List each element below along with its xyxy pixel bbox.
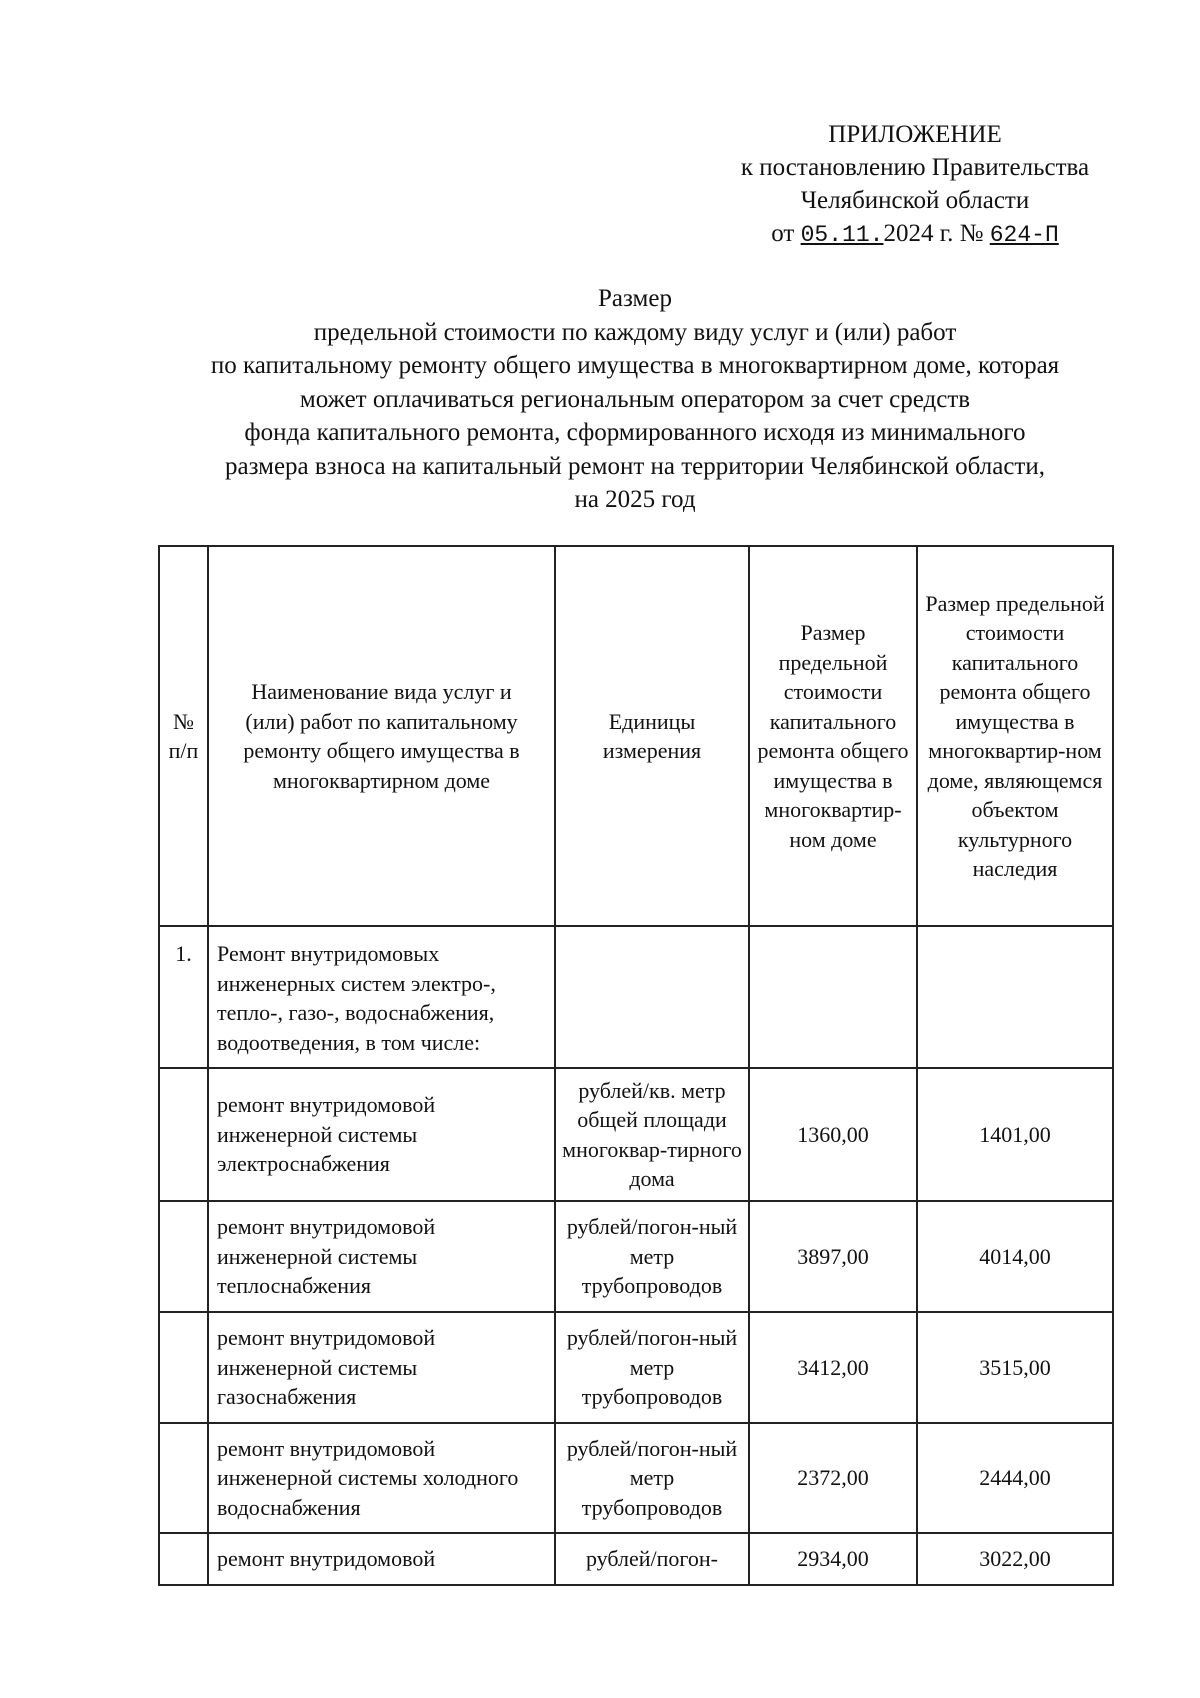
row-number [159, 1312, 208, 1423]
row-cost: 3897,00 [749, 1201, 917, 1312]
row-unit: рублей/погон- [555, 1533, 749, 1585]
row-name: ремонт внутридомовой [208, 1533, 555, 1585]
row-number [159, 1068, 208, 1201]
row-name: Ремонт внутридомовых инженерных систем электро-, тепло-, газо-, водоснабжения, водоотведения, в том числе: [208, 926, 555, 1068]
row-heritage-cost: 1401,00 [917, 1068, 1113, 1201]
row-cost: 1360,00 [749, 1068, 917, 1201]
table-row [159, 1201, 1113, 1312]
decree-number: 624-П [989, 222, 1059, 248]
title-line: Размер [598, 285, 672, 312]
row-unit: рублей/кв. метр общей площади многоквар-тирного дома [555, 1068, 749, 1201]
title-line: по капитальному ремонту общего имущества в многоквартирном доме, которая [210, 352, 1060, 379]
appendix-line: Челябинской области [800, 187, 1030, 214]
row-number [159, 1423, 208, 1533]
row-number: 1. [159, 926, 208, 1068]
row-heritage-cost: 2444,00 [917, 1423, 1113, 1533]
row-heritage-cost: 3022,00 [917, 1533, 1113, 1585]
table-row [159, 1423, 1113, 1533]
document-title [150, 282, 1120, 517]
table-row [159, 1068, 1113, 1201]
title-line: фонда капитального ремонта, сформированного исходя из минимального [244, 419, 1026, 446]
appendix-line: к постановлению Правительства [740, 154, 1090, 181]
header-name: Наименование вида услуг и (или) работ по капитальному ремонту общего имущества в многоквартирном доме [208, 546, 555, 926]
row-heritage-cost: 3515,00 [917, 1312, 1113, 1423]
table-row [159, 1533, 1113, 1585]
row-name: ремонт внутридомовой инженерной системы электроснабжения [208, 1068, 555, 1201]
header-unit: Единицы измерения [555, 546, 749, 926]
title-line: может оплачиваться региональным оператором за счет средств [299, 385, 971, 413]
row-name: ремонт внутридомовой инженерной системы теплоснабжения [208, 1201, 555, 1312]
row-cost: 2372,00 [749, 1423, 917, 1533]
row-number [159, 1201, 208, 1312]
row-heritage-cost [917, 926, 1113, 1068]
row-heritage-cost: 4014,00 [917, 1201, 1113, 1312]
title-line: на 2025 год [574, 486, 696, 513]
cost-table [158, 545, 1114, 1586]
header-number: № п/п [159, 546, 208, 926]
title-line: предельной стоимости по каждому виду услуг и (или) работ [313, 318, 957, 346]
row-cost: 2934,00 [749, 1533, 917, 1585]
appendix-block [700, 118, 1130, 252]
title-line: размера взноса на капитальный ремонт на территории Челябинской области, [225, 452, 1045, 480]
row-unit [555, 926, 749, 1068]
row-unit: рублей/погон-ный метр трубопроводов [555, 1312, 749, 1423]
row-name: ремонт внутридомовой инженерной системы газоснабжения [208, 1312, 555, 1423]
decree-date: 05.11. [800, 222, 884, 248]
decree-year: 2024 г. № [883, 220, 984, 247]
appendix-heading: ПРИЛОЖЕНИЕ [828, 121, 1002, 148]
appendix-date-line [700, 217, 1130, 252]
header-heritage-cost: Размер предельной стоимости капитального ремонта общего имущества в многоквартир-ном доме, являющемся объектом культурного наследия [917, 546, 1113, 926]
row-unit: рублей/погон-ный метр трубопроводов [555, 1423, 749, 1533]
table-header-row [159, 546, 1113, 926]
row-cost [749, 926, 917, 1068]
header-cost: Размер предельной стоимости капитального ремонта общего имущества в многоквартир-ном доме [749, 546, 917, 926]
row-number [159, 1533, 208, 1585]
row-name: ремонт внутридомовой инженерной системы холодного водоснабжения [208, 1423, 555, 1533]
table-row [159, 1312, 1113, 1423]
row-unit: рублей/погон-ный метр трубопроводов [555, 1201, 749, 1312]
table-row [159, 926, 1113, 1068]
date-prefix: от [771, 220, 795, 247]
row-cost: 3412,00 [749, 1312, 917, 1423]
